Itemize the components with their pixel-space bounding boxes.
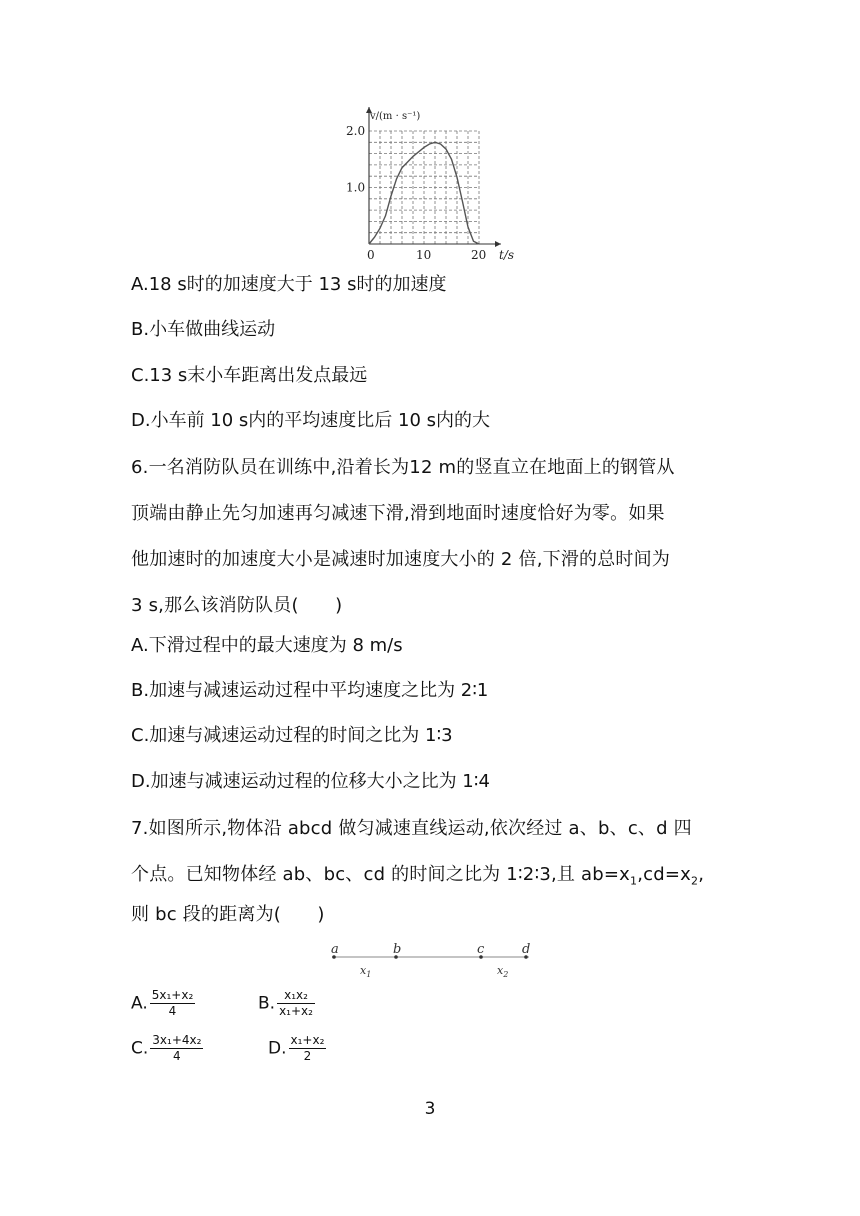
- x-tick-label: 10: [416, 248, 432, 262]
- q7-stem-line-2: [131, 863, 704, 894]
- point-b-label: b: [393, 942, 402, 957]
- q7-stem-mid: ,cd=x: [637, 864, 692, 885]
- q7-option-c-denominator: 4: [173, 1049, 181, 1063]
- q7-stem-line-3: 则 bc 段的距离为( ): [131, 904, 325, 925]
- q7-stem-line-2-prefix: 个点。已知物体经 ab、bc、cd 的时间之比为 1∶2∶3,且 ab=x: [131, 864, 631, 885]
- q6-option-a: A.下滑过程中的最大速度为 8 m/s: [131, 635, 403, 656]
- q7-stem-line-1: 7.如图所示,物体沿 abcd 做匀减速直线运动,依次经过 a、b、c、d 四: [131, 818, 692, 839]
- q5-option-c: C.13 s末小车距离出发点最远: [131, 365, 368, 386]
- q7-option-d-fraction: [289, 1033, 327, 1064]
- q6-option-c: C.加速与减速运动过程的时间之比为 1∶3: [131, 725, 453, 746]
- x-axis-label: t/s: [499, 248, 515, 262]
- segment-x1-letter: x: [360, 964, 367, 977]
- q7-option-d: [268, 1033, 326, 1064]
- x-tick-label: 20: [471, 248, 487, 262]
- q7-option-c: [131, 1033, 203, 1064]
- x-axis-arrow: [495, 241, 501, 247]
- q7-option-d-denominator: 2: [303, 1049, 312, 1063]
- q6-stem-line-2: 顶端由静止先匀加速再匀减速下滑,滑到地面时速度恰好为零。如果: [131, 503, 665, 524]
- y-tick-label: 2.0: [346, 124, 366, 138]
- chart-axes: [366, 107, 501, 247]
- q7-sub-1: 1: [630, 874, 638, 888]
- point-d-label: d: [522, 942, 531, 957]
- q5-option-b: B.小车做曲线运动: [131, 319, 276, 340]
- q7-option-a-numerator: 5x₁+x₂: [151, 988, 194, 1002]
- chart-labels: [346, 111, 514, 262]
- page-number: 3: [424, 1099, 436, 1119]
- x-tick-label: 0: [367, 248, 375, 262]
- segment-x2-label: [497, 964, 508, 979]
- q7-option-a-denominator: 4: [168, 1004, 177, 1018]
- q7-option-b-denominator: x₁+x₂: [279, 1004, 313, 1018]
- q7-stem-end: ,: [698, 864, 705, 885]
- point-c-label: c: [477, 942, 485, 957]
- velocity-time-chart: [344, 100, 524, 262]
- q5-option-a: A.18 s时的加速度大于 13 s时的加速度: [131, 274, 447, 295]
- abcd-segment-diagram: [326, 938, 536, 982]
- q7-option-b-numerator: x₁x₂: [277, 988, 315, 1004]
- q6-option-d: D.加速与减速运动过程的位移大小之比为 1∶4: [131, 771, 490, 792]
- segment-x2-sub: 2: [503, 970, 509, 979]
- point-a-label: a: [331, 942, 339, 957]
- q5-option-d: D.小车前 10 s内的平均速度比后 10 s内的大: [131, 410, 491, 431]
- q7-option-d-label: D.: [268, 1038, 287, 1059]
- q6-option-b: B.加速与减速运动过程中平均速度之比为 2∶1: [131, 680, 489, 701]
- segment-x2-letter: x: [497, 964, 504, 977]
- q7-option-a-fraction: [150, 988, 196, 1019]
- q7-option-b-label: B.: [258, 993, 276, 1014]
- q7-option-b: [258, 988, 315, 1019]
- q7-option-c-numerator: 3x₁+4x₂: [152, 1033, 202, 1047]
- q7-option-a: [131, 988, 195, 1019]
- q7-sub-2: 2: [691, 874, 699, 888]
- q7-option-c-fraction: [150, 1033, 203, 1064]
- q7-option-d-numerator: x₁+x₂: [290, 1033, 325, 1047]
- q6-stem-line-4: 3 s,那么该消防队员( ): [131, 595, 343, 616]
- q7-option-c-label: C.: [131, 1038, 149, 1059]
- segment-x1-sub: 1: [366, 970, 372, 979]
- y-tick-label: 1.0: [346, 180, 366, 195]
- q6-stem-line-1: 6.一名消防队员在训练中,沿着长为12 m的竖直立在地面上的钢管从: [131, 457, 675, 478]
- segment-x1-label: [360, 964, 371, 979]
- y-axis-label: v/(m · s⁻¹): [370, 111, 421, 122]
- q6-stem-line-3: 他加速时的加速度大小是减速时加速度大小的 2 倍,下滑的总时间为: [131, 549, 671, 570]
- q7-option-a-label: A.: [131, 993, 148, 1014]
- q7-option-b-fraction: [277, 988, 315, 1019]
